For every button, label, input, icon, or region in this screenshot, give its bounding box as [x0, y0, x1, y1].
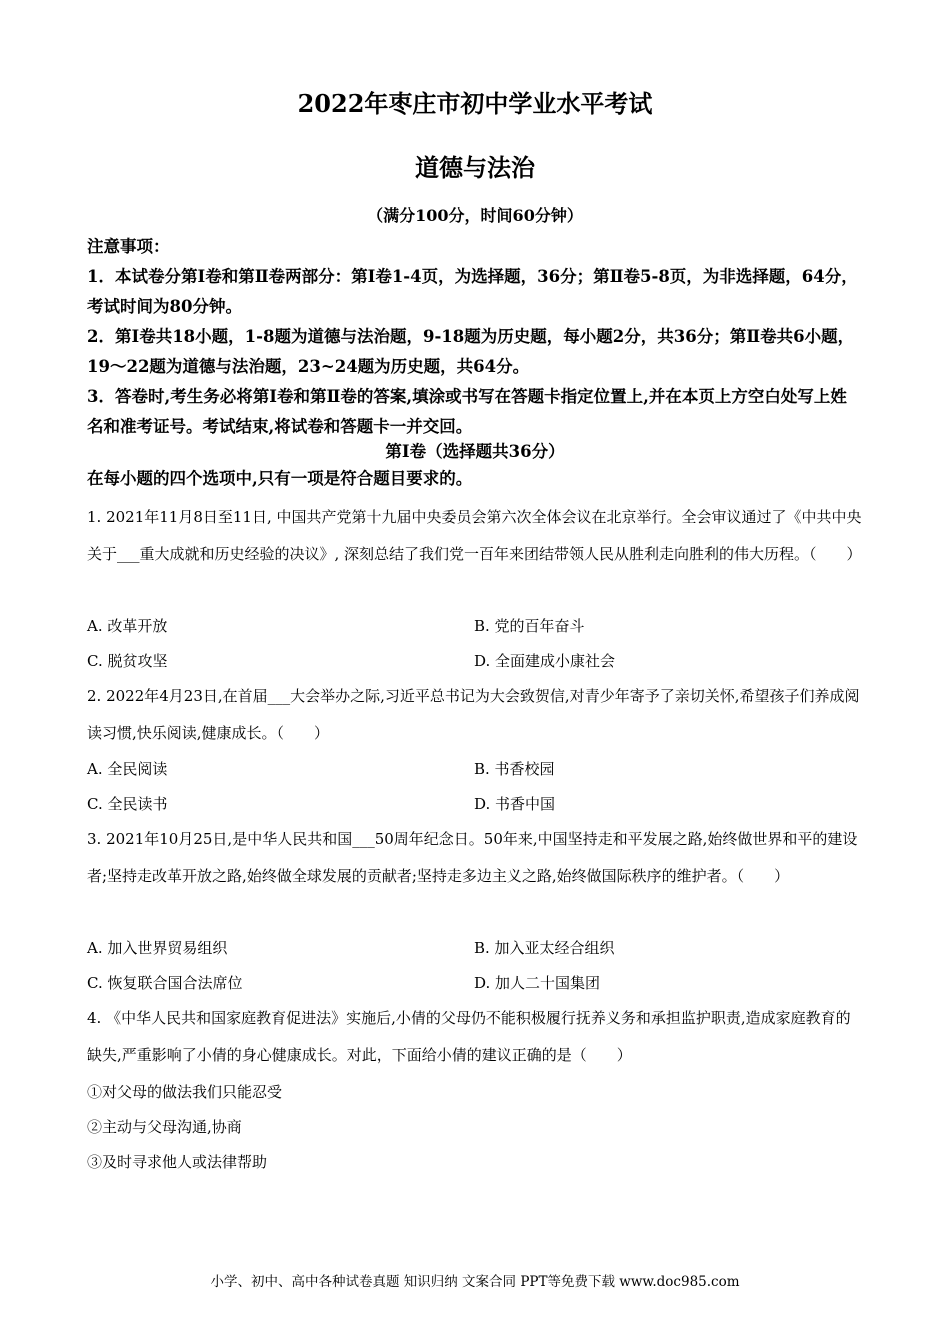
question-3-option-b: B. 加入亚太经合组织 [474, 939, 615, 957]
question-1-option-c: C. 脱贫攻坚 [87, 652, 168, 670]
question-3-option-d: D. 加人二十国集团 [474, 974, 601, 992]
question-2-option-c: C. 全民读书 [87, 795, 168, 813]
question-2-option-b: B. 书香校园 [474, 760, 555, 778]
page-footer: 小学、初中、高中各种试卷真题 知识归纳 文案合同 PPT等免费下载 www.doc985.com [210, 1274, 740, 1290]
notice-heading: 注意事项： [87, 237, 170, 256]
exam-title: 2022年枣庄市初中学业水平考试 [297, 89, 653, 118]
question-4-item-1: ①对父母的做法我们只能忍受 [87, 1083, 283, 1101]
notice-item-3: 3．答卷时,考生务必将第Ⅰ卷和第Ⅱ卷的答案,填涂或书写在答题卡指定位置上,并在本页上方空白处写上姓名和准考证号。考试结束,将试卷和答题卡一并交回。 [87, 387, 847, 436]
subject-title: 道德与法治 [415, 153, 535, 182]
question-4-item-3: ③及时寻求他人或法律帮助 [87, 1153, 268, 1171]
question-4-stem: 4. 《中华人民共和国家庭教育促进法》实施后,小倩的父母仍不能积极履行抚养义务和承担监护职责,造成家庭教育的缺失,严重影响了小倩的身心健康成长。对此，下面给小倩的建议正确的是（ ） [87, 1009, 851, 1064]
question-1-option-a: A. 改革开放 [87, 617, 168, 635]
question-3-stem: 3. 2021年10月25日,是中华人民共和国___50周年纪念日。50年来,中国坚持走和平发展之路,始终做世界和平的建设者;坚持走改革开放之路,始终做全球发展的贡献者;坚持走多边主义之路,始终做国际秩序的维护者。（ ） [87, 830, 858, 885]
question-2-stem: 2. 2022年4月23日,在首届___大会举办之际,习近平总书记为大会致贺信,对青少年寄予了亲切关怀,希望孩子们养成阅读习惯,快乐阅读,健康成长。（ ） [87, 687, 860, 742]
question-2-option-a: A. 全民阅读 [87, 760, 168, 778]
question-2-option-d: D. 书香中国 [474, 795, 556, 813]
section-instruction: 在每小题的四个选项中,只有一项是符合题目要求的。 [87, 469, 473, 488]
score-time: （满分100分，时间60分钟） [367, 206, 583, 225]
section-title: 第Ⅰ卷（选择题共36分） [385, 442, 565, 461]
question-1-stem: 1. 2021年11月8日至11日, 中国共产党第十九届中央委员会第六次全体会议在北京举行。全会审议通过了《中共中央关于___重大成就和历史经验的决议》, 深刻总结了我们党一百年来团结带领人民从胜利走向胜利的伟大历程。（ ） [87, 508, 862, 563]
question-1-option-d: D. 全面建成小康社会 [474, 652, 616, 670]
question-4-item-2: ②主动与父母沟通,协商 [87, 1118, 242, 1136]
notice-item-2: 2．第Ⅰ卷共18小题，1-8题为道德与法治题，9-18题为历史题，每小题2分，共36分；第Ⅱ卷共6小题，19～22题为道德与法治题，23~24题为历史题，共64分。 [87, 327, 855, 376]
question-3-option-c: C. 恢复联合国合法席位 [87, 974, 243, 992]
question-3-option-a: A. 加入世界贸易组织 [87, 939, 228, 957]
question-1-option-b: B. 党的百年奋斗 [474, 617, 585, 635]
notice-item-1: 1．本试卷分第Ⅰ卷和第Ⅱ卷两部分：第Ⅰ卷1-4页，为选择题，36分；第Ⅱ卷5-8页，为非选择题，64分，考试时间为80分钟。 [87, 267, 858, 316]
